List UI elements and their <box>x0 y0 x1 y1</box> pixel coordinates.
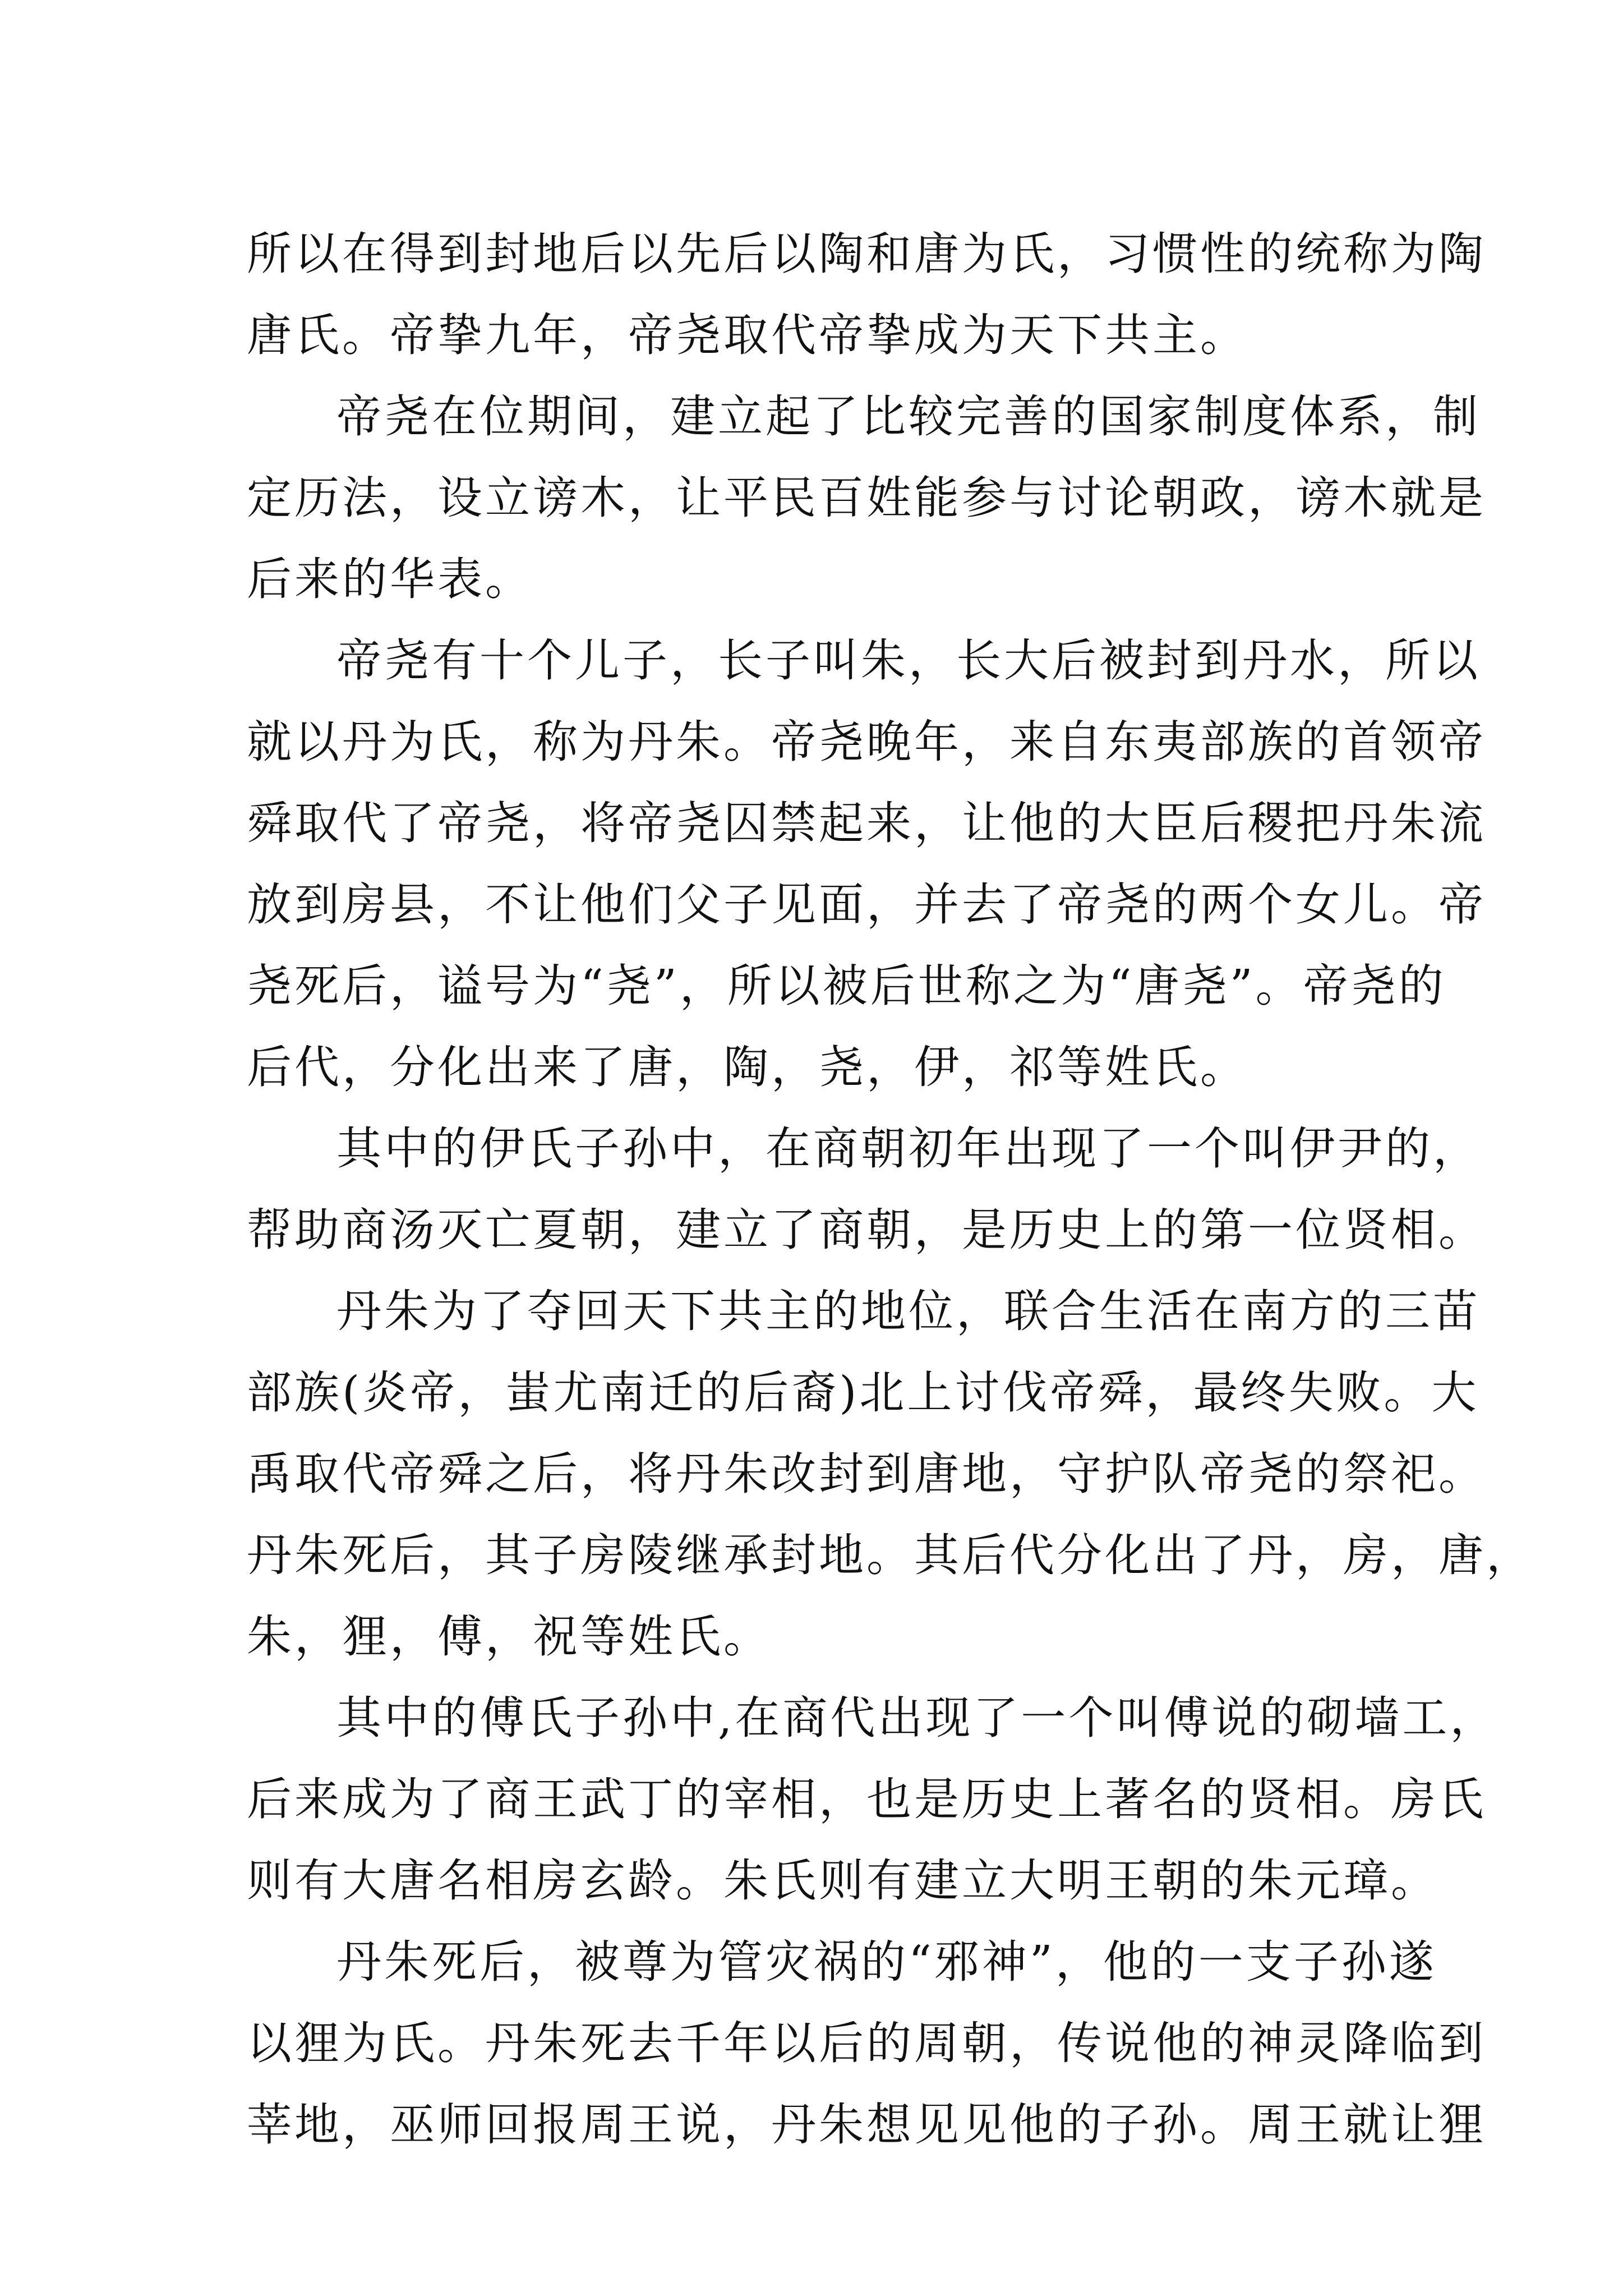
text-line: 禹取代帝舜之后，将丹朱改封到唐地，守护队帝尧的祭祀。 <box>247 1448 1486 1500</box>
body-text <box>247 213 1534 2165</box>
text-line: 部族(炎帝，蚩尤南迁的后裔)北上讨伐帝舜，最终失败。大 <box>247 1366 1479 1419</box>
text-line: 后来成为了商王武丁的宰相，也是历史上著名的贤相。房氏 <box>247 1773 1486 1825</box>
text-line: 定历法，设立谤木，让平民百姓能参与讨论朝政，谤木就是 <box>247 472 1486 524</box>
text-line: 放到房县，不让他们父子见面，并去了帝尧的两个女儿。帝 <box>247 878 1486 931</box>
text-line: 丹朱死后，其子房陵继承封地。其后代分化出了丹，房，唐， <box>247 1529 1534 1581</box>
paragraph-first-line: 其中的傅氏子孙中,在商代出现了一个叫傅说的砌墙工， <box>336 1692 1498 1744</box>
paragraph-first-line: 帝尧在位期间，建立起了比较完善的国家制度体系，制 <box>336 390 1481 443</box>
text-line: 后来的华表。 <box>247 553 533 605</box>
text-line: 舜取代了帝尧，将帝尧囚禁起来，让他的大臣后稷把丹朱流 <box>247 797 1486 849</box>
text-line: 尧死后，谥号为“尧”，所以被后世称之为“唐尧”。帝尧的 <box>247 960 1446 1012</box>
text-line: 莘地，巫师回报周王说，丹朱想见见他的子孙。周王就让狸 <box>247 2099 1486 2151</box>
text-line: 后代，分化出来了唐，陶，尧，伊，祁等姓氏。 <box>247 1041 1248 1093</box>
text-line: 朱，狸，傅，祝等姓氏。 <box>247 1611 771 1663</box>
paragraph-first-line: 其中的伊氏子孙中，在商朝初年出现了一个叫伊尹的， <box>336 1122 1481 1175</box>
text-line: 就以丹为氏，称为丹朱。帝尧晚年，来自东夷部族的首领帝 <box>247 716 1486 768</box>
text-line: 帮助商汤灭亡夏朝，建立了商朝，是历史上的第一位贤相。 <box>247 1204 1486 1256</box>
paragraph-first-line: 帝尧有十个儿子，长子叫朱，长大后被封到丹水，所以 <box>336 634 1481 687</box>
text-line: 则有大唐名相房玄龄。朱氏则有建立大明王朝的朱元璋。 <box>247 1855 1438 1907</box>
text-line: 唐氏。帝挚九年，帝尧取代帝挚成为天下共主。 <box>247 309 1248 361</box>
paragraph-first-line: 丹朱为了夺回天下共主的地位，联合生活在南方的三苗 <box>336 1285 1481 1337</box>
text-line: 所以在得到封地后以先后以陶和唐为氏，习惯性的统称为陶 <box>247 228 1486 280</box>
text-line: 以狸为氏。丹朱死去千年以后的周朝，传说他的神灵降临到 <box>247 2017 1486 2069</box>
paragraph-first-line: 丹朱死后，被尊为管灾祸的“邪神”，他的一支子孙遂 <box>336 1936 1437 1988</box>
